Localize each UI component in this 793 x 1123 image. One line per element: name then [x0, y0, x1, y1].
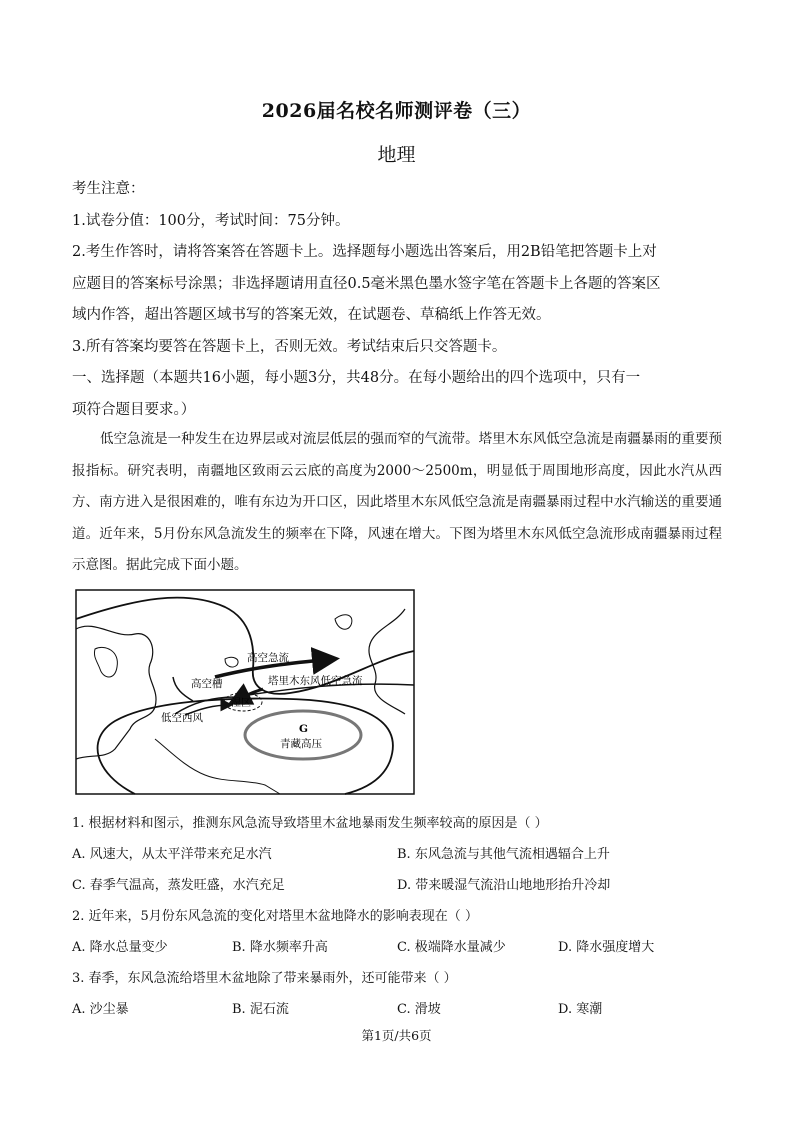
option-row [72, 932, 722, 963]
option-b: B. 泥石流 [232, 1002, 289, 1017]
option-b: B. 降水频率升高 [232, 940, 328, 955]
option-a: A. 降水总量变少 [72, 940, 168, 955]
passage-text: 低空急流是一种发生在边界层或对流层低层的强而窄的气流带。塔里木东风低空急流是南疆暴雨的重要预报指标。研究表明，南疆地区致雨云云底的高度为2000～2500m，明显低于周围地形高度，因此水汽从西方、南方进入是很困难的，唯有东边为开口区，因此塔里木东风低空急流是南疆暴雨过程中水汽输送的重要通道。近年来，5月份东风急流发生的频率在下降，风速在增大。下图为塔里木东风低空急流形成南疆暴雨过程示意图。据此完成下面小题。 [72, 431, 722, 573]
question-stem: 3. 春季，东风急流给塔里木盆地除了带来暴雨外，还可能带来（ ） [72, 971, 457, 986]
option-d: D. 降水强度增大 [558, 940, 655, 955]
label-high-jet: 高空急流 [247, 652, 289, 664]
option-c: C. 滑坡 [397, 1002, 441, 1017]
option-a: A. 沙尘暴 [72, 1002, 129, 1017]
option-b: B. 东风急流与其他气流相遇辐合上升 [397, 847, 610, 862]
label-low-west-wind: 低空西风 [161, 712, 203, 724]
exam-notes [72, 174, 722, 426]
label-trough: 高空槽 [191, 678, 223, 690]
label-tarim-jet: 塔里木东风低空急流 [268, 675, 363, 687]
option-a: A. 风速大，从太平洋带来充足水汽 [72, 847, 272, 862]
page-footer: 第1页/共6页 [361, 1028, 432, 1043]
question-stem: 2. 近年来，5月份东风急流的变化对塔里木盆地降水的影响表现在（ ） [72, 909, 478, 924]
note-line: 2.考生作答时，请将答案答在答题卡上。选择题每小题选出答案后，用2B铅笔把答题卡上对 [72, 244, 657, 260]
note-line: 应题目的答案标号涂黑；非选择题请用直径0.5毫米黑色墨水签字笔在答题卡上各题的答案区 [72, 275, 661, 292]
note-line: 3.所有答案均要答在答题卡上，否则无效。考试结束后只交答题卡。 [72, 338, 507, 355]
exam-title: 2026届名校名师测评卷（三） [261, 100, 532, 122]
section-heading: 一、选择题（本题共16小题，每小题3分，共48分。在每小题给出的四个选项中，只有一 [72, 370, 641, 386]
option-row [72, 870, 722, 901]
label-tibet-high: 青藏高压 [280, 738, 322, 750]
section-heading-cont: 项符合题目要求。） [72, 401, 196, 418]
option-row [72, 839, 722, 870]
jet-stream-map [75, 589, 415, 795]
notes-heading: 考生注意： [72, 181, 145, 197]
map-frame [76, 590, 414, 794]
option-row [72, 994, 722, 1025]
label-g: G [299, 723, 308, 735]
note-line: 1.试卷分值：100分，考试时间：75分钟。 [72, 212, 350, 229]
note-line: 域内作答，超出答题区域书写的答案无效，在试题卷、草稿纸上作答无效。 [72, 307, 551, 323]
option-d: D. 寒潮 [558, 1002, 603, 1017]
option-d: D. 带来暖湿气流沿山地地形抬升冷却 [397, 878, 611, 893]
option-c: C. 极端降水量减少 [397, 940, 506, 955]
label-wet-zone: 湿区 [231, 698, 251, 709]
question-stem: 1. 根据材料和图示，推测东风急流导致塔里木盆地暴雨发生频率较高的原因是（ ） [72, 816, 548, 831]
subject-title: 地理 [377, 144, 416, 166]
questions [72, 808, 722, 1025]
option-c: C. 春季气温高，蒸发旺盛，水汽充足 [72, 878, 285, 893]
